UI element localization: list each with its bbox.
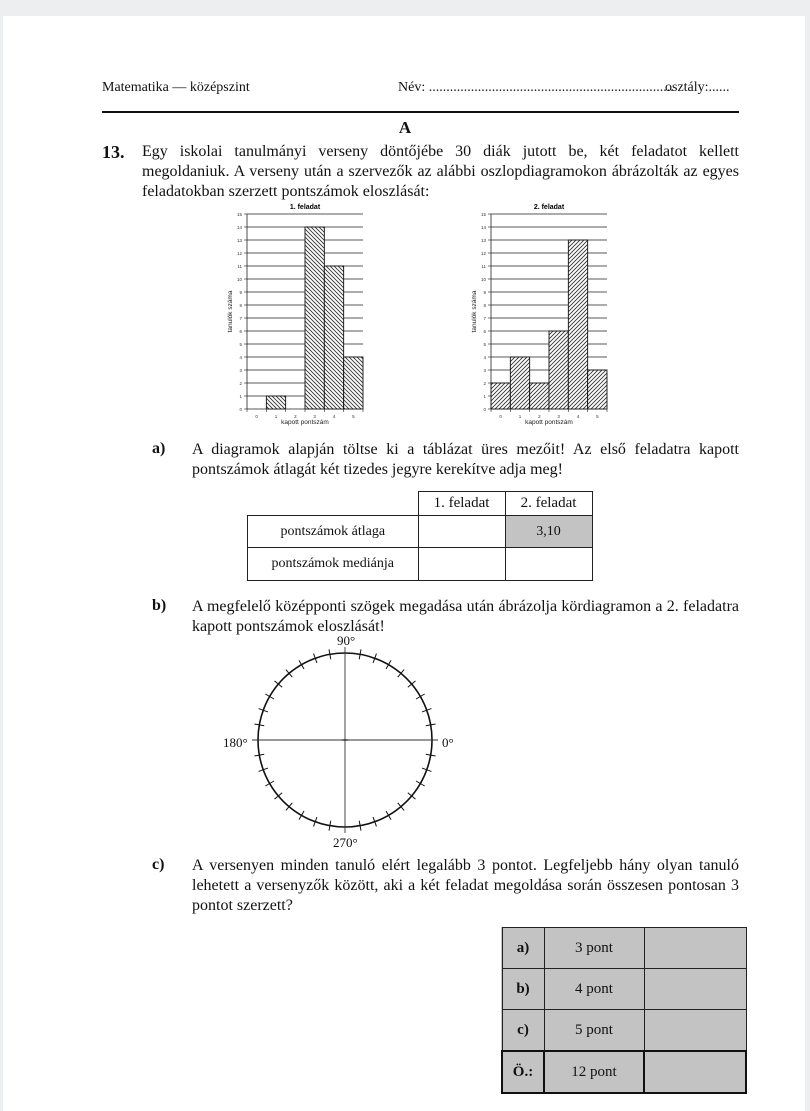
y-tick-label: 9 — [239, 290, 242, 295]
answer-table — [247, 491, 593, 581]
score-key: a) — [502, 928, 544, 969]
bar-1 — [510, 357, 529, 409]
cell-median-task-2[interactable] — [505, 548, 592, 581]
y-tick-label: 10 — [480, 277, 486, 282]
y-tick-label: 3 — [483, 368, 486, 373]
y-tick-label: 14 — [236, 225, 242, 230]
y-tick-label: 12 — [480, 251, 486, 256]
bar-0 — [491, 383, 510, 409]
y-tick-label: 12 — [236, 251, 242, 256]
x-axis-label: kapott pontszám — [525, 419, 573, 426]
y-axis-label: tanulók száma — [227, 290, 234, 333]
table-row — [248, 548, 593, 581]
angle-label-0: 0° — [442, 735, 454, 750]
row-label-median: pontszámok mediánja — [248, 548, 419, 581]
bar-1 — [266, 396, 285, 409]
x-tick-label: 1 — [518, 414, 522, 419]
header-rule — [102, 111, 739, 113]
degree-tick — [265, 694, 274, 699]
cell-mean-task-1[interactable] — [418, 516, 505, 548]
score-row — [502, 1010, 746, 1052]
y-tick-label: 5 — [239, 342, 242, 347]
header-subject: Matematika — középszint — [102, 80, 250, 95]
degree-tick — [299, 660, 304, 669]
y-tick-label: 4 — [483, 355, 486, 360]
y-tick-label: 5 — [483, 342, 486, 347]
y-tick-label: 0 — [239, 407, 242, 412]
part-a-text: A diagramok alapján töltse ki a táblázat üres mezőit! Az első feladatra kapott pontszámok átlagát két tizedes jegyre kerekítve adja meg! — [192, 441, 739, 478]
score-table — [501, 927, 747, 1094]
y-tick-label: 15 — [236, 212, 242, 217]
score-earned — [644, 969, 746, 1010]
degree-tick — [299, 811, 304, 820]
score-points: 5 pont — [544, 1010, 644, 1052]
cell-median-task-1[interactable] — [418, 548, 505, 581]
y-tick-label: 11 — [481, 264, 486, 269]
y-tick-label: 2 — [239, 381, 242, 386]
row-label-mean: pontszámok átlaga — [248, 516, 419, 548]
table-header-task-2: 2. feladat — [505, 492, 592, 516]
y-tick-label: 3 — [239, 368, 242, 373]
score-row — [502, 928, 746, 969]
y-tick-label: 14 — [480, 225, 486, 230]
x-tick-label: 2 — [538, 414, 541, 419]
y-tick-label: 2 — [483, 381, 486, 386]
y-tick-label: 4 — [239, 355, 242, 360]
y-tick-label: 13 — [236, 238, 242, 243]
y-tick-label: 9 — [483, 290, 486, 295]
chart-title: 1. feladat — [289, 204, 321, 211]
x-axis-label: kapott pontszám — [281, 419, 329, 426]
y-tick-label: 11 — [237, 264, 242, 269]
degree-tick — [416, 694, 425, 699]
y-tick-label: 15 — [480, 212, 486, 217]
bar-5 — [588, 370, 607, 409]
score-key: b) — [502, 969, 544, 1010]
problem-number: 13. — [102, 142, 125, 162]
header-class-field: osztály:...... — [665, 80, 730, 95]
x-tick-label: 3 — [313, 414, 316, 419]
problem-text: Egy iskolai tanulmányi verseny döntőjébe 30 diák jutott be, két feladatot kellett megoldaniuk. A verseny után a szervezők az alábbi oszlopdiagramokon ábrázolták az egyes feladatokban szerzett pontszámok eloszlását: — [142, 143, 739, 200]
y-tick-label: 8 — [483, 303, 486, 308]
part-b-label: b) — [152, 597, 167, 614]
y-axis-label: tanulók száma — [471, 290, 478, 333]
y-tick-label: 8 — [239, 303, 242, 308]
bar-4 — [324, 266, 343, 409]
cell-mean-task-2: 3,10 — [505, 516, 592, 548]
y-tick-label: 0 — [483, 407, 486, 412]
bar-4 — [568, 240, 587, 409]
x-tick-label: 2 — [294, 414, 297, 419]
part-c-text: A versenyen minden tanuló elért legalább 3 pontot. Legfeljebb hány olyan tanuló lehetett a versenyzők között, aki a két feladat megoldása során összesen pontosan 3 pontot szerzett? — [192, 857, 739, 914]
degree-tick — [386, 660, 391, 669]
bar-chart-task-2 — [466, 198, 626, 432]
table-header-empty — [248, 492, 419, 516]
score-points: 12 pont — [544, 1051, 644, 1093]
x-tick-label: 4 — [332, 414, 336, 419]
x-tick-label: 0 — [255, 414, 258, 419]
table-row — [248, 516, 593, 548]
angle-label-90: 90° — [337, 633, 356, 648]
bar-3 — [549, 331, 568, 409]
x-tick-label: 3 — [557, 414, 560, 419]
degree-tick — [386, 811, 391, 820]
degree-tick — [416, 781, 425, 786]
score-points: 4 pont — [544, 969, 644, 1010]
y-tick-label: 1 — [239, 394, 242, 399]
part-b-text: A megfelelő középponti szögek megadása után ábrázolja kördiagramon a 2. feladatra kapott pontszámok eloszlását! — [192, 598, 739, 635]
table-header-task-1: 1. feladat — [418, 492, 505, 516]
part-c-label: c) — [152, 856, 165, 873]
score-points: 3 pont — [544, 928, 644, 969]
y-tick-label: 6 — [483, 329, 486, 334]
score-row — [502, 969, 746, 1010]
y-tick-label: 10 — [236, 277, 242, 282]
score-earned — [644, 1010, 746, 1052]
x-tick-label: 5 — [596, 414, 599, 419]
y-tick-label: 7 — [483, 316, 486, 321]
angle-label-180: 180° — [223, 735, 248, 750]
x-tick-label: 0 — [499, 414, 502, 419]
bar-chart-task-1 — [222, 198, 382, 432]
x-tick-label: 1 — [274, 414, 278, 419]
angle-label-270: 270° — [333, 835, 358, 850]
x-tick-label: 4 — [576, 414, 580, 419]
y-tick-label: 7 — [239, 316, 242, 321]
score-earned — [644, 1051, 746, 1093]
x-tick-label: 5 — [352, 414, 355, 419]
y-tick-label: 6 — [239, 329, 242, 334]
pie-chart-canvas[interactable] — [250, 645, 440, 835]
degree-tick — [265, 781, 274, 786]
part-a-label: a) — [152, 440, 166, 457]
score-key: Ö.: — [502, 1051, 544, 1093]
y-tick-label: 1 — [483, 394, 486, 399]
score-earned — [644, 928, 746, 969]
bar-3 — [305, 227, 324, 409]
bar-5 — [344, 357, 363, 409]
score-key: c) — [502, 1010, 544, 1052]
bar-2 — [530, 383, 549, 409]
score-row-total — [502, 1051, 746, 1093]
chart-title: 2. feladat — [533, 204, 565, 211]
y-tick-label: 13 — [480, 238, 486, 243]
section-heading: A — [398, 118, 412, 137]
header-name-field: Név: ...................................................................... — [398, 80, 674, 95]
